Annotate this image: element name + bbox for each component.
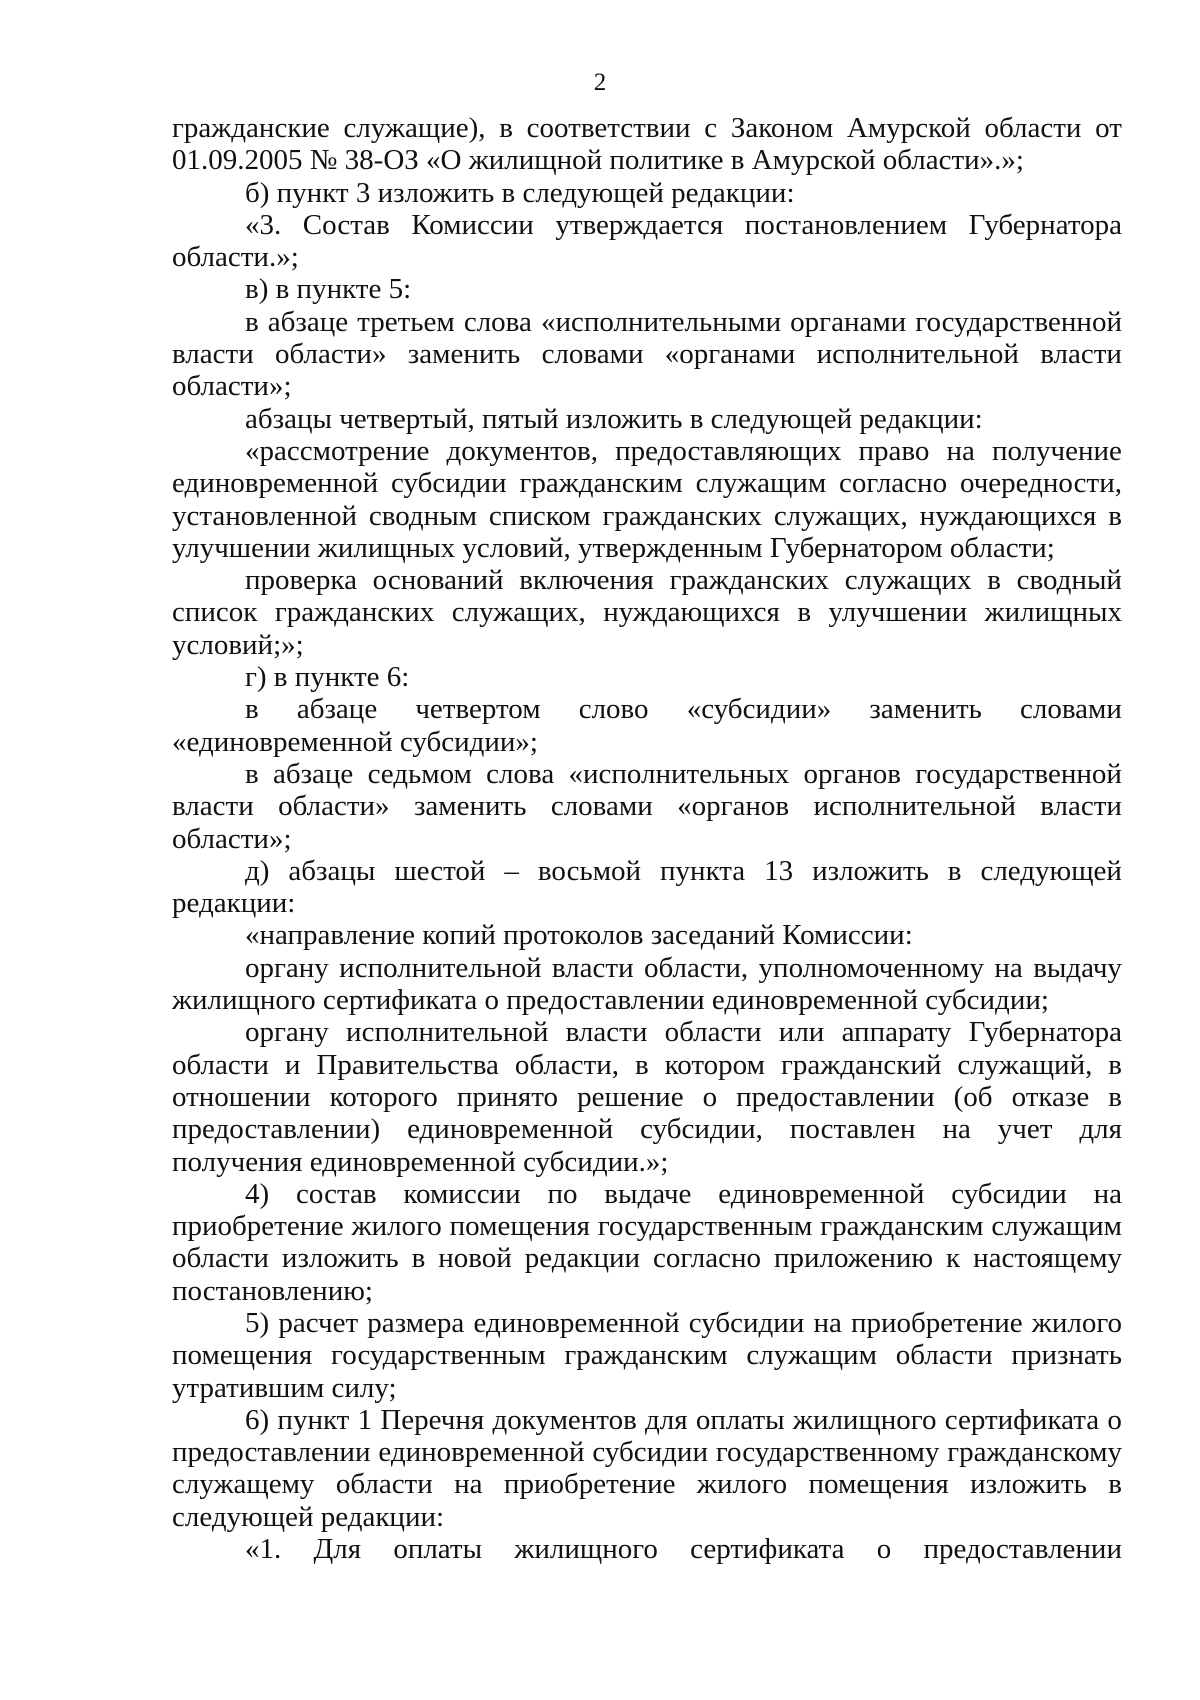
text-line: постановлению; [172, 1274, 373, 1307]
text-line: установленной сводным списком гражданских служащих, нуждающихся в [172, 499, 1122, 532]
text-line: помещения государственным гражданским служащим области признать [172, 1339, 1122, 1372]
text-line: 6) пункт 1 Перечня документов для оплаты жилищного сертификата о [245, 1403, 1122, 1436]
text-line: проверка оснований включения гражданских служащих в сводный [245, 564, 1122, 597]
text-line: власти области» заменить словами «органов исполнительной власти [172, 790, 1122, 823]
text-line: органу исполнительной власти области, уполномоченному на выдачу [245, 951, 1122, 984]
text-line: в абзаце третьем слова «исполнительными органами государственной [245, 305, 1122, 338]
text-line: области»; [172, 822, 292, 855]
text-line: приобретение жилого помещения государственным гражданским служащим [172, 1210, 1122, 1243]
text-line: «направление копий протоколов заседаний Комиссии: [245, 919, 913, 952]
document-body [172, 112, 1122, 1565]
text-line: области изложить в новой редакции согласно приложению к настоящему [172, 1242, 1122, 1275]
text-line: 01.09.2005 № 38-ОЗ «О жилищной политике в Амурской области».»; [172, 144, 1024, 177]
text-line: «3. Состав Комиссии утверждается постановлением Губернатора [245, 208, 1122, 241]
text-line: служащему области на приобретение жилого помещения изложить в [172, 1468, 1122, 1501]
text-line: следующей редакции: [172, 1500, 445, 1533]
text-line: отношении которого принято решение о предоставлении (об отказе в [172, 1080, 1122, 1113]
text-line: предоставлении единовременной субсидии государственному гражданскому [172, 1436, 1122, 1469]
text-line: утратившим силу; [172, 1371, 397, 1404]
text-line: области.»; [172, 241, 299, 274]
text-line: в абзаце седьмом слова «исполнительных органов государственной [245, 757, 1122, 790]
text-line: «рассмотрение документов, предоставляющих право на получение [245, 434, 1122, 467]
text-line: в) в пункте 5: [245, 273, 412, 306]
page-number: 2 [593, 69, 607, 96]
text-line: жилищного сертификата о предоставлении единовременной субсидии; [172, 984, 1049, 1017]
text-line: получения единовременной субсидии.»; [172, 1145, 669, 1178]
text-line: «1. Для оплаты жилищного сертификата о предоставлении [245, 1533, 1122, 1566]
text-line: абзацы четвертый, пятый изложить в следующей редакции: [245, 402, 983, 435]
text-line: д) абзацы шестой – восьмой пункта 13 изложить в следующей [245, 854, 1122, 887]
text-line: список гражданских служащих, нуждающихся в улучшении жилищных [172, 596, 1122, 629]
text-line: предоставлении) единовременной субсидии, поставлен на учет для [172, 1113, 1122, 1146]
text-line: редакции: [172, 887, 296, 920]
text-line: гражданские служащие), в соответствии с Законом Амурской области от [172, 112, 1122, 144]
text-line: 4) состав комиссии по выдаче единовременной субсидии на [245, 1177, 1122, 1210]
text-line: области»; [172, 370, 292, 403]
text-line: б) пункт 3 изложить в следующей редакции: [245, 176, 795, 209]
text-line: условий;»; [172, 628, 304, 661]
text-line: власти области» заменить словами «органами исполнительной власти [172, 338, 1122, 371]
text-line: улучшении жилищных условий, утвержденным Губернатором области; [172, 531, 1055, 564]
text-line: в абзаце четвертом слово «субсидии» заменить словами [245, 693, 1122, 726]
text-line: «единовременной субсидии»; [172, 725, 538, 758]
text-line: органу исполнительной власти области или аппарату Губернатора [245, 1016, 1122, 1049]
text-line: 5) расчет размера единовременной субсидии на приобретение жилого [245, 1306, 1122, 1339]
text-line: единовременной субсидии гражданским служащим согласно очередности, [172, 467, 1122, 500]
text-line: г) в пункте 6: [245, 661, 410, 694]
text-line: области и Правительства области, в котором гражданский служащий, в [172, 1048, 1122, 1081]
